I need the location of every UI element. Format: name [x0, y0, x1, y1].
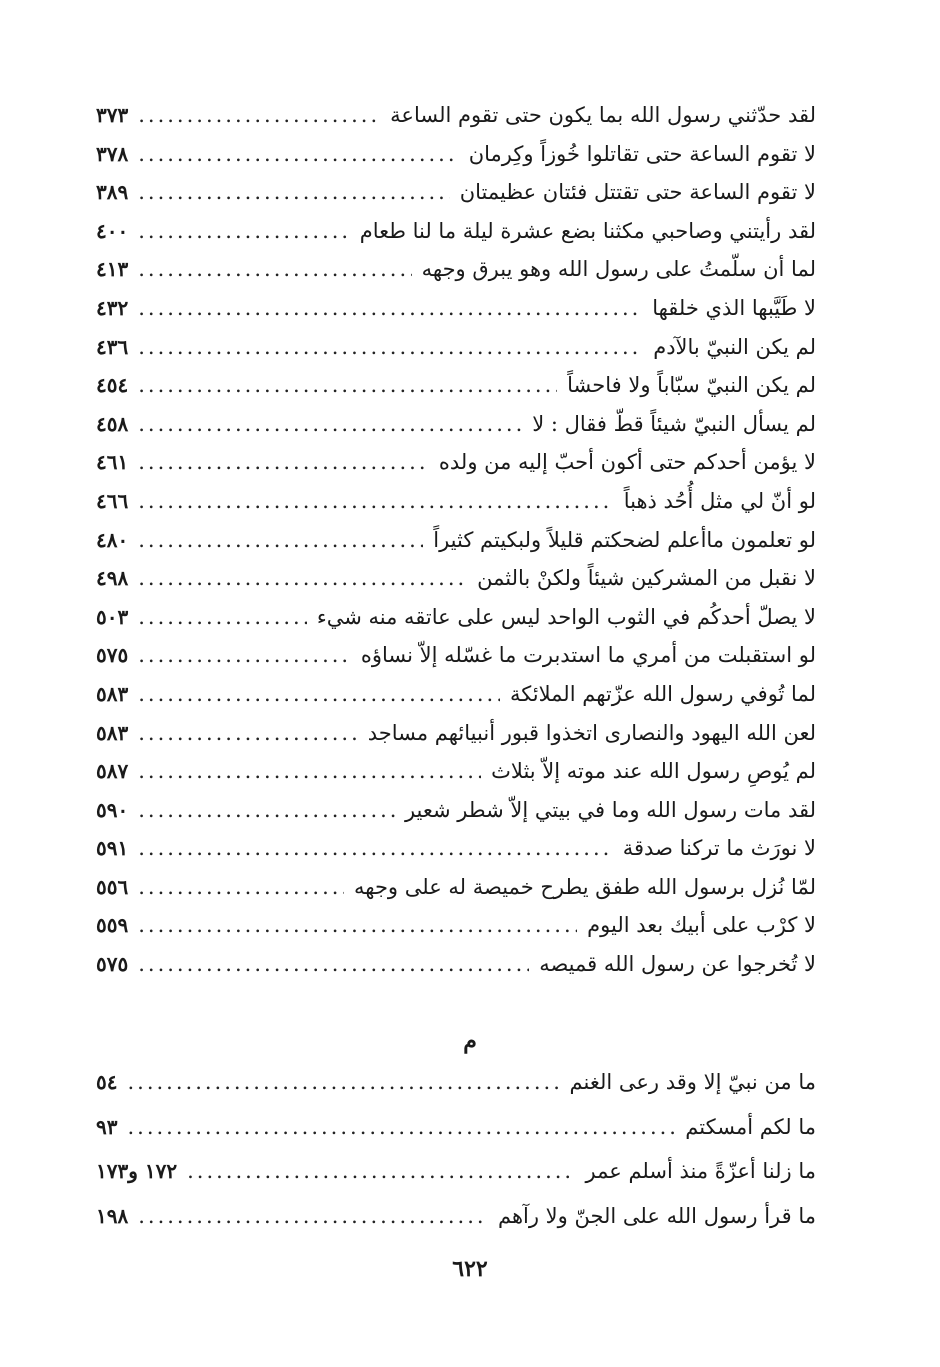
entry-text: ما زلنا أعزّةً منذ أسلم عمر	[585, 1159, 816, 1183]
dot-leader	[187, 1149, 575, 1194]
entry-page-number: ٤٥٤	[96, 373, 129, 398]
index-entry	[96, 173, 816, 212]
entry-text: لقد حدّثني رسول الله بما يكون حتى تقوم الساعة	[390, 103, 816, 127]
index-entry	[96, 250, 816, 289]
entry-text: ما من نبيّ إلا وقد رعى الغنم	[569, 1070, 816, 1094]
entry-page-number: ٣٧٨	[96, 141, 129, 166]
entry-page-number: ٤٩٨	[96, 566, 129, 591]
index-entry	[96, 791, 816, 830]
entry-text: لو تعلمون ماأعلم لضحكتم قليلاً ولبكيتم كثيراً	[433, 527, 816, 552]
entry-page-number: ٤٦١	[96, 450, 129, 475]
entry-text: لا يؤمن أحدكم حتى أكون أحبّ إليه من ولده	[438, 450, 816, 475]
entry-page-number: ٩٣	[96, 1114, 118, 1139]
index-entry	[96, 559, 816, 598]
dot-leader	[138, 328, 643, 367]
entry-text: لا طَيَّبها الذي خلقها	[652, 295, 816, 320]
dot-leader	[138, 405, 522, 444]
index-entry	[96, 945, 816, 984]
entry-page-number: ٣٨٩	[96, 180, 129, 205]
entry-text: لم يُوصِ رسول الله عند موته إلاّ بثلاث	[491, 759, 816, 784]
dot-leader	[138, 791, 395, 830]
index-entry	[96, 521, 816, 560]
entry-text: لا كرْب على أبيك بعد اليوم	[587, 913, 816, 938]
entry-page-number: ٥٥٩	[96, 913, 129, 938]
entry-page-number: ٤١٣	[96, 257, 129, 282]
entry-text: لقد رأيتني وصاحبي مكثنا بضع عشرة ليلة ما لنا طعام	[359, 218, 816, 243]
index-entry	[96, 366, 816, 405]
entry-page-number: ٤٦٦	[96, 488, 129, 513]
index-entry	[96, 328, 816, 367]
entry-text: لا تقوم الساعة حتى تقتتل فئتان عظيمتان	[459, 180, 816, 205]
entry-text: لم يسأل النبيّ شيئاً قطّ فقال : لا	[532, 411, 816, 436]
entry-text: لا يصلّ أحدكُم في الثوب الواحد ليس على عاتقه منه شيء	[316, 604, 816, 629]
section-heading-meem: م	[463, 1028, 477, 1054]
dot-leader	[138, 250, 411, 289]
entry-text: ما لكم أمسكتم	[685, 1114, 816, 1139]
index-entry	[96, 1194, 816, 1239]
dot-leader	[138, 675, 500, 714]
entry-text: لا نقبل من المشركين شيئاً ولكنْ بالثمن	[477, 566, 816, 591]
index-entry	[96, 482, 816, 521]
dot-leader	[138, 443, 429, 482]
entry-text: لقد مات رسول الله وما في بيتي إلاّ شطر شعير	[404, 797, 816, 822]
dot-leader	[138, 714, 357, 753]
entry-text: لما أن سلّمتُ على رسول الله وهو يبرق وجهه	[421, 257, 816, 282]
entry-text: لو استقبلت من أمري ما استدبرت ما غسّله إلاّ نساؤه	[360, 643, 816, 668]
dot-leader	[127, 1060, 559, 1105]
dot-leader	[138, 96, 380, 135]
entry-text: لم يكن النبيّ بالآدم	[653, 334, 816, 359]
entry-page-number: ٥٠٣	[96, 604, 129, 629]
index-entry	[96, 636, 816, 675]
entry-page-number: ٤٨٠	[96, 527, 129, 552]
index-entry	[96, 868, 816, 907]
dot-leader	[138, 906, 577, 945]
index-entry	[96, 1105, 816, 1150]
index-entry	[96, 598, 816, 637]
index-entry	[96, 135, 816, 174]
entry-page-number: ٤٥٨	[96, 411, 129, 436]
index-entry	[96, 1060, 816, 1105]
entry-text: لا تقوم الساعة حتى تقاتلوا خُوزاً وكِرمان	[468, 141, 816, 166]
entry-page-number: ٥٧٥	[96, 643, 129, 668]
dot-leader	[138, 212, 349, 251]
entry-page-number: ٥٨٣	[96, 681, 129, 706]
index-entry	[96, 289, 816, 328]
dot-leader	[138, 366, 557, 405]
dot-leader	[138, 636, 351, 675]
index-entry	[96, 675, 816, 714]
dot-leader	[138, 945, 529, 984]
entry-page-number: ٥٨٣	[96, 720, 129, 745]
entry-page-number: ١٧٢ و١٧٣	[96, 1159, 178, 1183]
entry-page-number: ٥٨٧	[96, 759, 129, 784]
entry-text: لم يكن النبيّ سبّاباً ولا فاحشاً	[567, 373, 816, 398]
entry-text: لو أنّ لي مثل أُحُد ذهباً	[623, 488, 816, 513]
index-entry	[96, 1149, 816, 1194]
entry-page-number: ٥٩٠	[96, 797, 129, 822]
index-entry	[96, 405, 816, 444]
dot-leader	[127, 1105, 675, 1150]
dot-leader	[138, 752, 481, 791]
entry-page-number: ٥٧٥	[96, 952, 129, 977]
entry-page-number: ٤٣٦	[96, 334, 129, 359]
entry-page-number: ٤٠٠	[96, 218, 129, 243]
dot-leader	[138, 559, 467, 598]
index-entry	[96, 714, 816, 753]
dot-leader	[138, 598, 307, 637]
entry-text: ما قرأ رسول الله على الجنّ ولا رآهم	[497, 1203, 816, 1228]
index-entry	[96, 212, 816, 251]
index-list-meem	[96, 1060, 816, 1238]
entry-text: لما تُوفي رسول الله عزّتهم الملائكة	[509, 681, 816, 706]
index-list-lam	[96, 96, 816, 984]
entry-text: لمّا نُزل برسول الله طفق يطرح خميصة له على وجهه	[354, 874, 816, 899]
dot-leader	[138, 482, 613, 521]
index-entry	[96, 906, 816, 945]
entry-page-number: ٥٩١	[96, 836, 129, 861]
entry-page-number: ٥٥٦	[96, 874, 129, 899]
dot-leader	[138, 521, 423, 560]
dot-leader	[138, 868, 344, 907]
entry-page-number: ٤٣٢	[96, 295, 129, 320]
entry-page-number: ١٩٨	[96, 1203, 129, 1228]
entry-page-number: ٥٤	[96, 1070, 118, 1094]
index-entry	[96, 752, 816, 791]
dot-leader	[138, 1194, 488, 1239]
dot-leader	[138, 173, 449, 212]
dot-leader	[138, 289, 642, 328]
page-number: ٦٢٢	[452, 1256, 488, 1282]
dot-leader	[138, 829, 613, 868]
entry-text: لعن الله اليهود والنصارى اتخذوا قبور أنبيائهم مساجد	[367, 720, 816, 745]
entry-text: لا نورَث ما تركنا صدقة	[622, 836, 816, 861]
entry-page-number: ٣٧٣	[96, 103, 129, 127]
entry-text: لا تُخرجوا عن رسول الله قميصه	[539, 952, 816, 977]
index-entry	[96, 829, 816, 868]
index-entry	[96, 443, 816, 482]
dot-leader	[138, 135, 458, 174]
index-entry	[96, 96, 816, 135]
